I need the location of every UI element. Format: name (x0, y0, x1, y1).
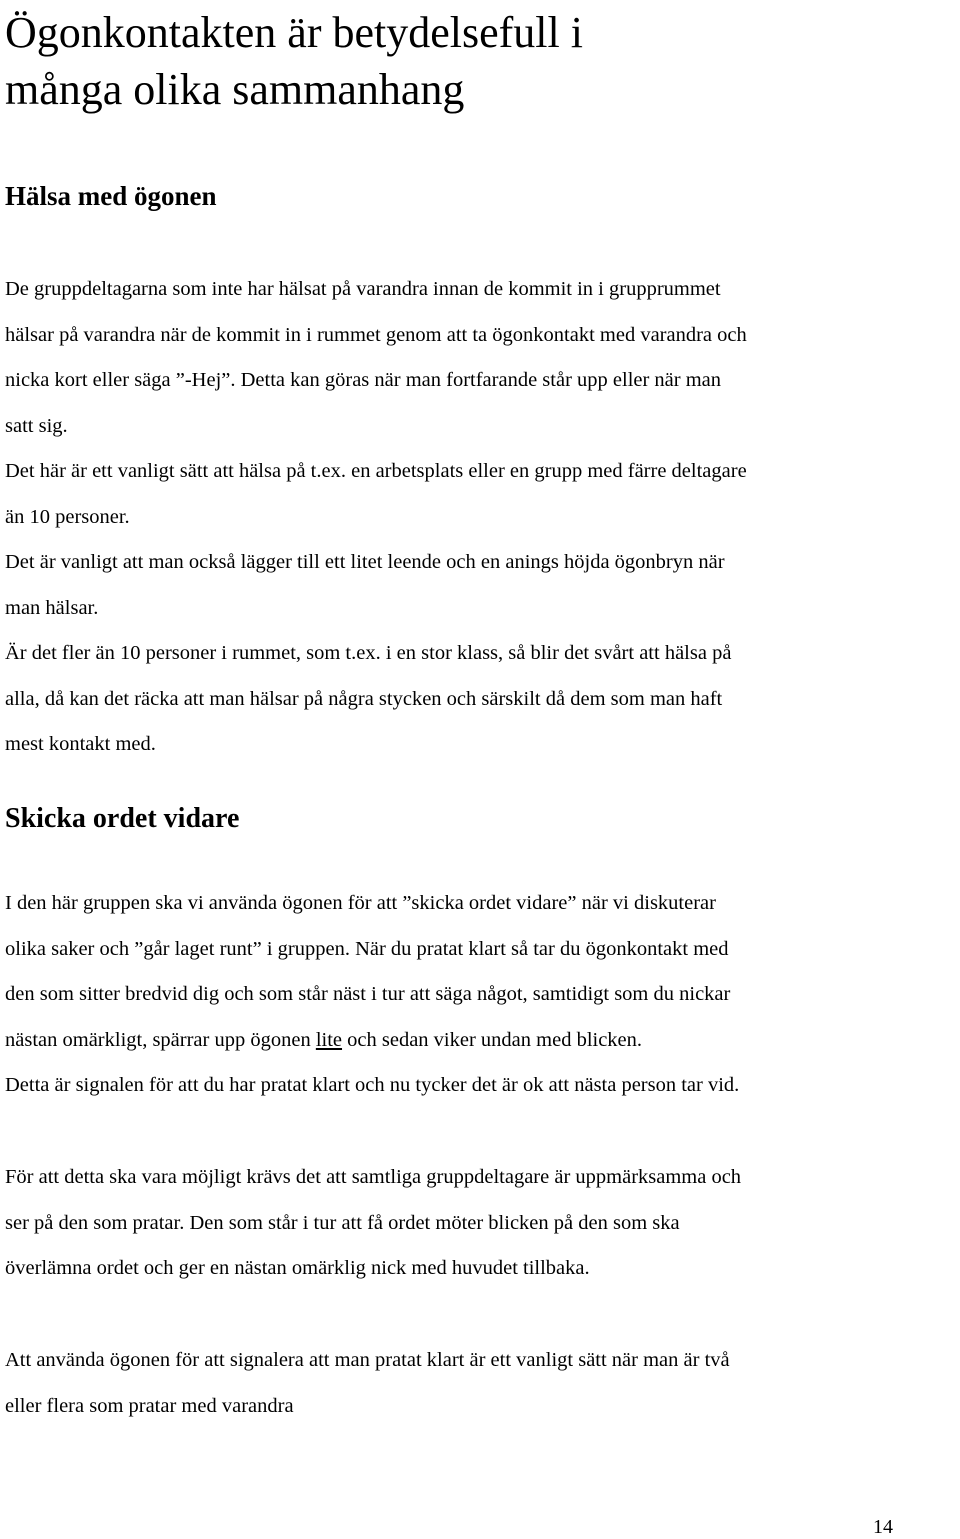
section-heading-skicka: Skicka ordet vidare (5, 803, 240, 834)
text-line: I den här gruppen ska vi använda ögonen för att ”skicka ordet vidare” när vi diskuterar (5, 892, 716, 914)
underlined-word: lite (315, 1028, 343, 1051)
text-line: än 10 personer. (5, 505, 130, 528)
text-line: nicka kort eller säga ”-Hej”. Detta kan göras när man fortfarande står upp eller när man (5, 369, 722, 391)
text-line: alla, då kan det räcka att man hälsar på några stycken och särskilt då dem som man haft (5, 687, 723, 710)
text-line: Det här är ett vanligt sätt att hälsa på t.ex. en arbetsplats eller en grupp med färre deltagare (5, 460, 747, 482)
section-heading-halsa: Hälsa med ögonen (5, 181, 217, 211)
text-line: man hälsar. (5, 596, 99, 619)
text-fragment: och sedan viker undan med blicken. (342, 1028, 643, 1051)
text-line: ser på den som pratar. Den som står i tur att få ordet möter blicken på den som ska (5, 1211, 680, 1234)
paragraph-signal (5, 1338, 950, 1429)
title-line-2: många olika sammanhang (5, 65, 465, 114)
paragraph-large-group (5, 631, 950, 768)
text-line: hälsar på varandra när de kommit in i rummet genom att ta ögonkontakt med varandra och (5, 323, 747, 346)
text-line: mest kontakt med. (5, 733, 156, 755)
text-line: den som sitter bredvid dig och som står näst i tur att säga något, samtidigt som du nickar (5, 983, 731, 1005)
text-line: Detta är signalen för att du har pratat klart och nu tycker det är ok att nästa person tar vid. (5, 1074, 740, 1096)
text-line: För att detta ska vara möjligt krävs det att samtliga gruppdeltagare är uppmärksamma och (5, 1166, 742, 1188)
paragraph-workplace (5, 449, 950, 540)
text-line: De gruppdeltagarna som inte har hälsat på varandra innan de kommit in i grupprummet (5, 278, 721, 300)
title-line-1: Ögonkontakten är betydelsefull i (5, 8, 583, 57)
page-title (5, 4, 945, 118)
paragraph-attention (5, 1155, 950, 1292)
page-number: 14 (873, 1516, 893, 1538)
paragraph-smile (5, 540, 950, 631)
text-line: eller flera som pratar med varandra (5, 1394, 294, 1417)
text-line: Är det fler än 10 personer i rummet, som t.ex. i en stor klass, så blir det svårt att hälsa på (5, 642, 732, 664)
text-line: olika saker och ”går laget runt” i gruppen. När du pratat klart så tar du ögonkontakt med (5, 937, 729, 960)
paragraph-pass-word (5, 881, 950, 1109)
text-line: satt sig. (5, 414, 68, 437)
text-line: Det är vanligt att man också lägger till ett litet leende och en anings höjda ögonbryn när (5, 551, 725, 573)
text-line (5, 1018, 950, 1064)
text-line: Att använda ögonen för att signalera att man pratat klart är ett vanligt sätt när man är två (5, 1349, 730, 1371)
text-line: överlämna ordet och ger en nästan omärklig nick med huvudet tillbaka. (5, 1257, 590, 1279)
text-fragment: nästan omärkligt, spärrar upp ögonen (5, 1028, 316, 1051)
paragraph-greeting-intro (5, 267, 950, 449)
